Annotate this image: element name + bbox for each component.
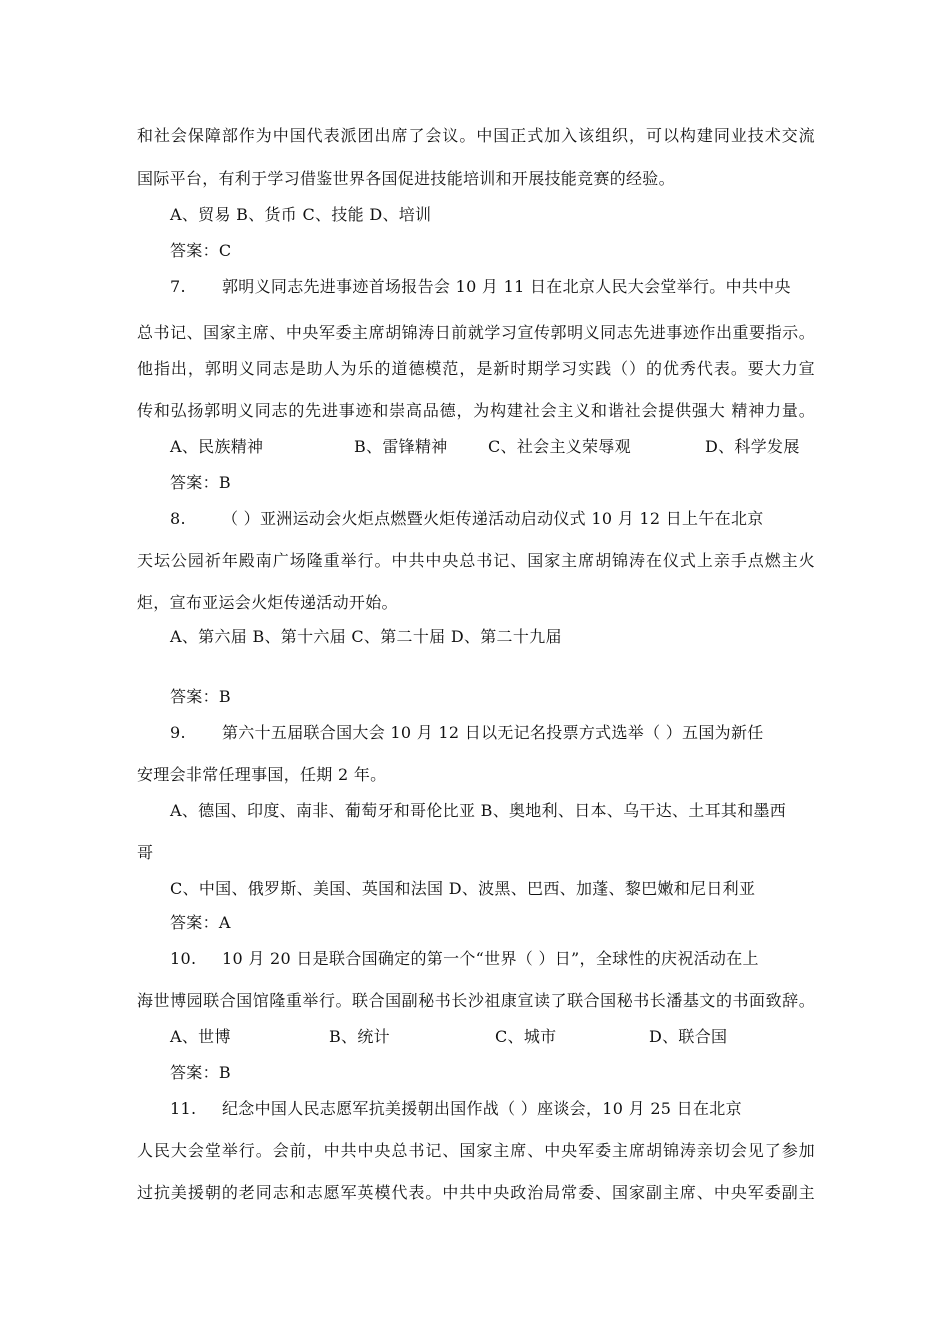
q7-answer: 答案：B	[170, 473, 231, 492]
q7-text-line: 传和弘扬郭明义同志的先进事迹和崇高品德，为构建社会主义和谐社会提供强大 精神力量。	[137, 401, 815, 420]
q9-number: 9.	[170, 723, 186, 742]
q10-text-line: 海世博园联合国馆隆重举行。联合国副秘书长沙祖康宣读了联合国秘书长潘基文的书面致辞。	[137, 991, 815, 1010]
q8-text-line: 炬，宣布亚运会火炬传递活动开始。	[137, 593, 398, 612]
q7-text-line: 总书记、国家主席、中央军委主席胡锦涛日前就学习宣传郭明义同志先进事迹作出重要指示。	[137, 323, 815, 342]
q8-first-line	[170, 508, 764, 530]
q9-first-line	[170, 722, 764, 744]
q9-answer: 答案：A	[170, 913, 231, 932]
q9-text-line: 安理会非常任理事国，任期 2 年。	[137, 765, 387, 784]
q8-number: 8.	[170, 509, 186, 528]
q10-number: 10.	[170, 949, 197, 968]
q9-options-ab-continued: 哥	[137, 843, 154, 862]
q7-option-c: C、社会主义荣辱观	[488, 437, 631, 456]
q11-text-line: 过抗美援朝的老同志和志愿军英模代表。中共中央政治局常委、国家副主席、中央军委副主	[137, 1183, 815, 1202]
q8-answer: 答案：B	[170, 687, 231, 706]
q9-options-ab: A、德国、印度、南非、葡萄牙和哥伦比亚 B、奥地利、日本、乌干达、土耳其和墨西	[170, 801, 787, 820]
q11-first-line	[170, 1098, 742, 1120]
q10-option-c: C、城市	[495, 1027, 557, 1046]
q6-answer: 答案：C	[170, 241, 232, 260]
q10-first-line	[170, 948, 759, 970]
q7-number: 7.	[170, 277, 186, 296]
q7-text: 郭明义同志先进事迹首场报告会 10 月 11 日在北京人民大会堂举行。中共中央	[222, 277, 791, 296]
q10-option-a: A、世博	[170, 1027, 231, 1046]
q8-options: A、第六届 B、第十六届 C、第二十届 D、第二十九届	[170, 627, 562, 646]
q7-text-line: 他指出，郭明义同志是助人为乐的道德模范，是新时期学习实践（）的优秀代表。要大力宣	[137, 359, 815, 378]
q6-text-line: 国际平台，有利于学习借鉴世界各国促进技能培训和开展技能竞赛的经验。	[137, 169, 675, 188]
q10-answer: 答案：B	[170, 1063, 231, 1082]
q11-text-line: 人民大会堂举行。会前，中共中央总书记、国家主席、中央军委主席胡锦涛亲切会见了参加	[137, 1141, 815, 1160]
q9-text: 第六十五届联合国大会 10 月 12 日以无记名投票方式选举（ ）五国为新任	[222, 723, 764, 742]
q8-text-line: 天坛公园祈年殿南广场隆重举行。中共中央总书记、国家主席胡锦涛在仪式上亲手点燃主火	[137, 551, 815, 570]
q10-option-b: B、统计	[329, 1027, 390, 1046]
q7-option-a: A、民族精神	[170, 437, 264, 456]
q7-option-b: B、雷锋精神	[354, 437, 448, 456]
q7-option-d: D、科学发展	[705, 437, 800, 456]
q11-number: 11.	[170, 1099, 197, 1118]
q11-text: 纪念中国人民志愿军抗美援朝出国作战（ ）座谈会，10 月 25 日在北京	[222, 1099, 742, 1118]
q7-first-line	[170, 276, 791, 298]
q6-options: A、贸易 B、货币 C、技能 D、培训	[170, 205, 432, 224]
q8-text: （ ）亚洲运动会火炬点燃暨火炬传递活动启动仪式 10 月 12 日上午在北京	[222, 509, 764, 528]
q10-text: 10 月 20 日是联合国确定的第一个“世界（ ）日”，全球性的庆祝活动在上	[222, 949, 759, 968]
q9-options-cd: C、中国、俄罗斯、美国、英国和法国 D、波黑、巴西、加蓬、黎巴嫩和尼日利亚	[170, 879, 756, 898]
q10-option-d: D、联合国	[649, 1027, 728, 1046]
q6-text-line: 和社会保障部作为中国代表派团出席了会议。中国正式加入该组织，可以构建同业技术交流	[137, 126, 815, 145]
